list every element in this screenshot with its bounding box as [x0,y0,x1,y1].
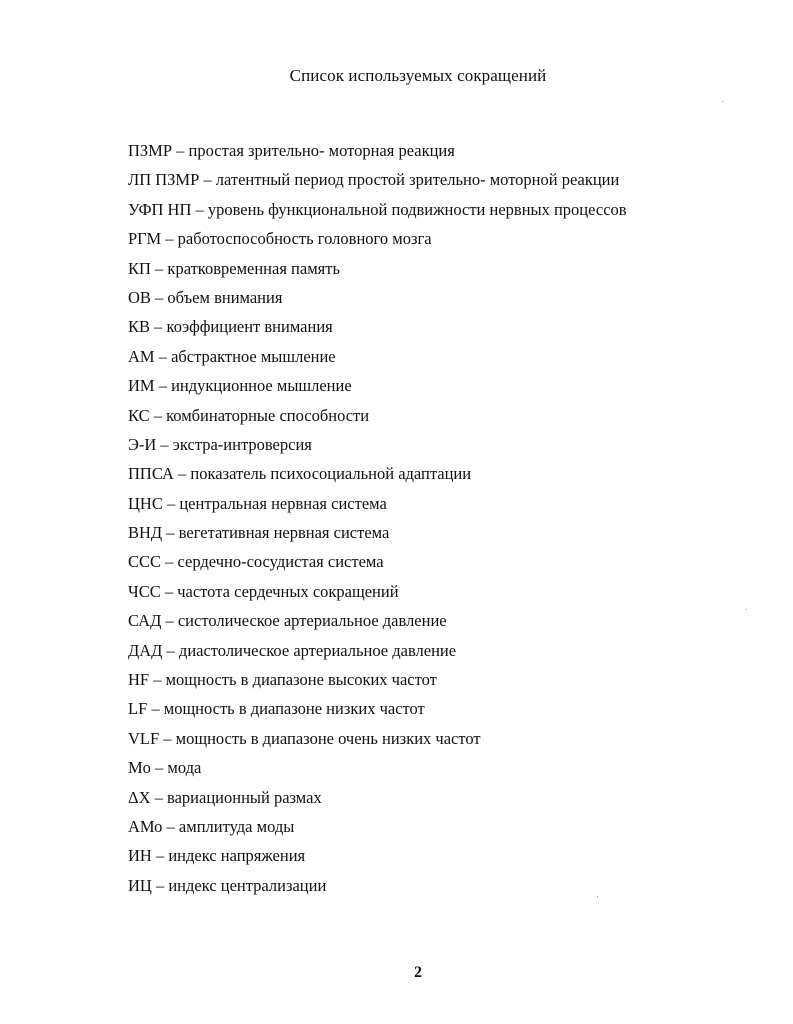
abbreviation-item: ЛП ПЗМР – латентный период простой зрительно- моторной реакции [128,170,620,190]
abbreviation-item: ПЗМР – простая зрительно- моторная реакция [128,141,455,160]
abbreviation-item: ЧСС – частота сердечных сокращений [128,581,399,601]
abbreviation-item: ИМ – индукционное мышление [128,376,352,396]
abbreviation-item: РГМ – работоспособность головного мозга [128,229,432,249]
abbreviation-item: ИЦ – индекс централизации [128,875,327,895]
abbreviation-item: АМо – амплитуда моды [128,816,295,836]
abbreviation-item: ППСА – показатель психосоциальной адаптации [128,464,472,484]
abbreviation-item: УФП НП – уровень функциональной подвижности нервных процессов [128,199,627,219]
page-number: 2 [414,964,422,981]
abbreviation-item: HF – мощность в диапазоне высоких частот [128,670,437,690]
abbreviation-item: LF – мощность в диапазоне низких частот [128,699,425,719]
abbreviation-item: ИН – индекс напряжения [128,846,306,866]
abbreviation-item: Э-И – экстра-интроверсия [128,434,312,454]
abbreviation-item: ССС – сердечно-сосудистая система [128,552,384,572]
abbreviation-list [128,136,627,900]
abbreviation-item: ВНД – вегетативная нервная система [128,523,390,543]
page-title: Список используемых сокращений [289,66,547,85]
scan-speck [597,896,598,897]
abbreviation-item: АМ – абстрактное мышление [128,346,336,366]
abbreviation-item: ΔX – вариационный размах [128,787,322,807]
scan-speck [746,609,747,610]
abbreviation-item: ОВ – объем внимания [128,287,283,307]
abbreviation-item: КС – комбинаторные способности [128,405,370,425]
abbreviation-item: VLF – мощность в диапазоне очень низких частот [128,728,481,748]
scan-speck [722,101,723,102]
abbreviation-item: ЦНС – центральная нервная система [128,493,387,513]
abbreviation-item: КВ – коэффициент внимания [128,317,333,337]
abbreviation-item: САД – систолическое артериальное давление [128,611,447,631]
abbreviation-item: ДАД – диастолическое артериальное давление [128,640,457,660]
abbreviation-item: Mo – мода [128,758,202,778]
abbreviation-item: КП – кратковременная память [128,258,340,278]
